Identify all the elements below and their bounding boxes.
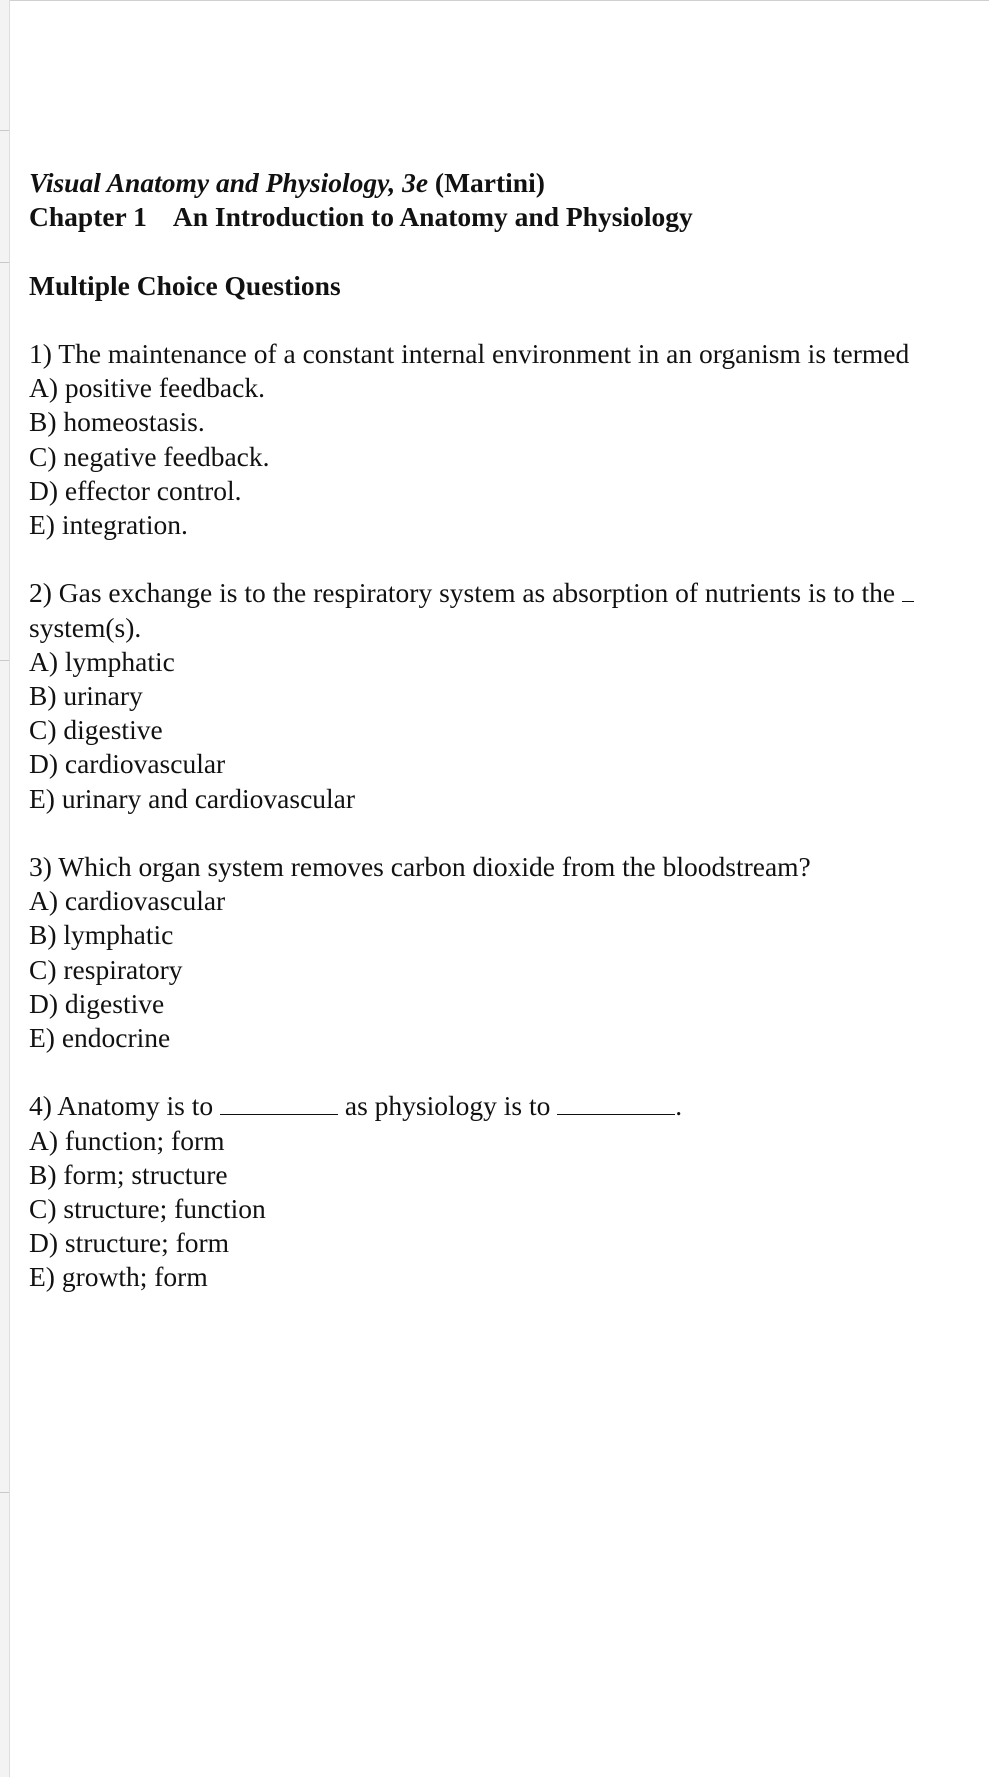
- question-stem-part2: as physiology is to: [344, 1090, 551, 1122]
- chapter-label: Chapter 1: [29, 201, 147, 233]
- question-stem: 3) Which organ system removes carbon dioxide from the bloodstream?: [29, 851, 811, 882]
- chapter-title: An Introduction to Anatomy and Physiology: [172, 201, 693, 233]
- answer-option: C) respiratory: [29, 953, 183, 985]
- answer-option: D) effector control.: [29, 474, 242, 506]
- book-title: Visual Anatomy and Physiology, 3e: [29, 167, 429, 198]
- question-3: [29, 850, 989, 1055]
- answer-blank: [557, 1092, 675, 1115]
- answer-option: B) urinary: [29, 680, 143, 711]
- question-stem-continuation: system(s).: [29, 611, 142, 643]
- chapter-heading: [29, 200, 989, 234]
- answer-blank: [220, 1092, 338, 1115]
- answer-option: B) form; structure: [29, 1158, 228, 1190]
- question-stem-text: 2) Gas exchange is to the respiratory system as absorption of nutrients is to the: [29, 577, 896, 609]
- question-1: [29, 337, 989, 542]
- left-gutter: [0, 0, 10, 1777]
- question-stem: 1) The maintenance of a constant internal environment in an organism is termed: [29, 337, 910, 369]
- answer-option: E) integration.: [29, 509, 188, 540]
- question-stem: [29, 1089, 989, 1123]
- answer-option: C) digestive: [29, 714, 163, 746]
- document-page: [29, 166, 989, 1295]
- gutter-mark: [0, 1492, 9, 1493]
- answer-option: E) urinary and cardiovascular: [29, 782, 356, 814]
- answer-option: B) lymphatic: [29, 919, 174, 951]
- question-stem-part1: 4) Anatomy is to: [29, 1090, 214, 1122]
- answer-option: A) function; form: [29, 1124, 225, 1156]
- question-stem: [29, 576, 989, 610]
- book-author: (Martini): [434, 167, 545, 198]
- question-2: [29, 576, 989, 815]
- answer-option: C) structure; function: [29, 1193, 266, 1225]
- answer-blank: [902, 579, 914, 602]
- answer-option: D) structure; form: [29, 1227, 230, 1259]
- answer-option: E) growth; form: [29, 1261, 208, 1293]
- gutter-mark: [0, 660, 9, 661]
- answer-option: C) negative feedback.: [29, 440, 270, 472]
- section-title: Multiple Choice Questions: [29, 269, 341, 301]
- answer-option: E) endocrine: [29, 1022, 171, 1054]
- question-stem-end: .: [675, 1090, 683, 1122]
- answer-option: D) digestive: [29, 987, 165, 1019]
- answer-option: D) cardiovascular: [29, 748, 226, 780]
- answer-option: A) positive feedback.: [29, 372, 265, 404]
- answer-option: A) lymphatic: [29, 645, 175, 677]
- answer-option: A) cardiovascular: [29, 885, 226, 917]
- answer-option: B) homeostasis.: [29, 406, 205, 438]
- book-title-line: [29, 166, 989, 200]
- top-border: [0, 0, 989, 1]
- question-4: [29, 1089, 989, 1294]
- gutter-mark: [0, 262, 9, 263]
- gutter-mark: [0, 130, 9, 131]
